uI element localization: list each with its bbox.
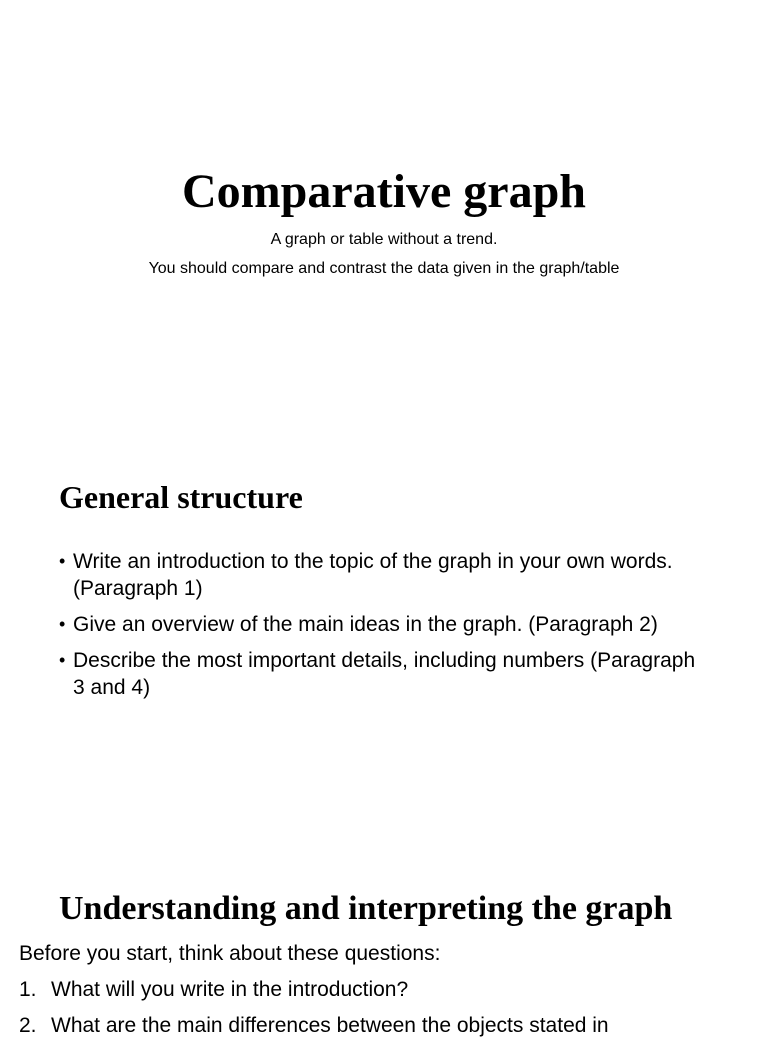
list-item [58, 548, 708, 602]
slide-title: General structure [59, 479, 303, 515]
slide-subtitle: You should compare and contrast the data given in the graph/table [148, 260, 620, 277]
bullet-icon: • [59, 614, 66, 634]
list-item [58, 611, 708, 638]
list-item-text: Describe the most important details, including numbers (Paragraph 3 and 4) [73, 649, 696, 699]
bullet-icon: • [59, 551, 66, 571]
list-item [19, 1012, 759, 1040]
list-item [58, 647, 708, 701]
slide-title: Comparative graph [182, 165, 586, 218]
list-item-number: 1. [19, 978, 37, 1001]
list-item-text: What will you write in the introduction? [51, 978, 409, 1001]
slide-title: Understanding and interpreting the graph [59, 890, 673, 927]
bullet-list [58, 548, 708, 710]
list-item-text: Write an introduction to the topic of the graph in your own words. (Paragraph 1) [73, 550, 673, 600]
list-item [19, 976, 759, 1004]
list-item-number: 2. [19, 1014, 37, 1037]
list-item-text: What are the main differences between the objects stated in [51, 1014, 609, 1037]
question-list [19, 976, 759, 1048]
slide-subtitle: A graph or table without a trend. [270, 231, 498, 248]
bullet-icon: • [59, 650, 66, 670]
slide-intro-text: Before you start, think about these questions: [19, 942, 441, 965]
list-item-text: Give an overview of the main ideas in the graph. (Paragraph 2) [73, 613, 658, 636]
